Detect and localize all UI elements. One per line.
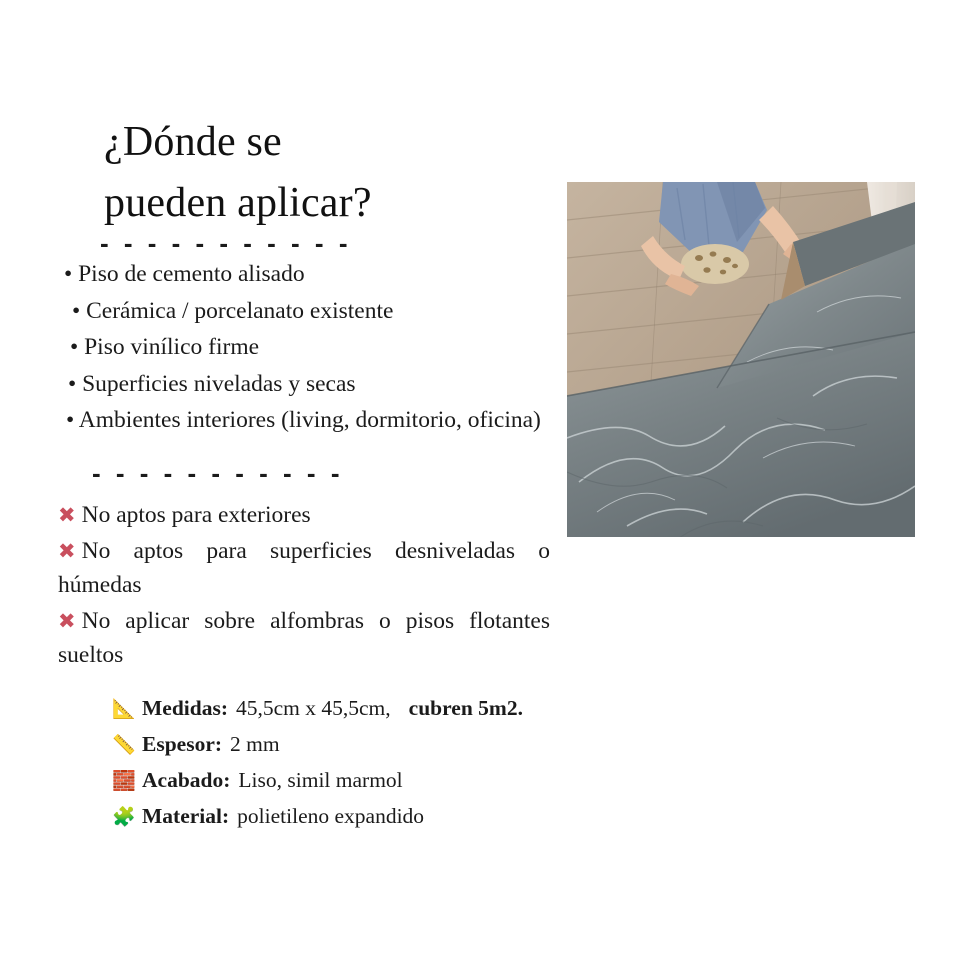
- product-photo: [567, 182, 915, 537]
- spec-extra: cubren 5m2.: [408, 696, 523, 720]
- list-item: • Cerámica / porcelanato existente: [72, 297, 394, 324]
- page-title: [104, 112, 564, 234]
- page-title-line-1: ¿Dónde se: [104, 119, 282, 165]
- cross-icon: ✖: [58, 503, 76, 527]
- list-item-label: No aplicar sobre alfombras o pisos flotantes sueltos: [58, 608, 550, 669]
- puzzle-piece-icon: 🧩: [112, 805, 136, 828]
- applicable-surfaces-list: [58, 258, 558, 441]
- list-item: [58, 534, 550, 602]
- not-applicable-list: [58, 498, 550, 672]
- list-item: [58, 604, 550, 672]
- spec-row: [112, 692, 672, 726]
- product-photo-illustration: [567, 182, 915, 537]
- spec-key: Medidas:: [142, 696, 228, 720]
- list-item: • Piso de cemento alisado: [64, 261, 305, 287]
- list-item: • Piso vinílico firme: [70, 334, 260, 361]
- spec-key: Espesor:: [142, 731, 223, 756]
- spec-value: polietileno expandido: [237, 803, 425, 828]
- list-item: • Superficies niveladas y secas: [68, 370, 356, 397]
- list-item-label: No aptos para exteriores: [81, 502, 311, 528]
- spec-row: [112, 728, 672, 762]
- divider-top: - - - - - - - - - - -: [100, 228, 352, 258]
- spec-row: [112, 764, 672, 798]
- list-item-label: No aptos para superficies desniveladas o húmedas: [58, 538, 550, 599]
- list-item: [58, 498, 550, 532]
- ruler-icon: 📏: [112, 733, 136, 756]
- spec-value: 45,5cm x 45,5cm,: [236, 696, 391, 720]
- spec-row: [112, 800, 672, 834]
- spec-key: Acabado:: [142, 767, 231, 792]
- product-specs: [112, 692, 672, 836]
- spec-value: 2 mm: [230, 731, 280, 756]
- brick-icon: 🧱: [112, 769, 136, 792]
- ruler-triangle-icon: 📐: [112, 698, 136, 720]
- spec-value: Liso, simil marmol: [238, 767, 403, 792]
- cross-icon: ✖: [58, 609, 76, 634]
- divider-middle: - - - - - - - - - - -: [92, 458, 344, 488]
- cross-icon: ✖: [58, 539, 76, 564]
- spec-key: Material:: [142, 803, 230, 828]
- list-item: • Ambientes interiores (living, dormitorio, oficina): [66, 407, 541, 434]
- page-title-line-2: pueden aplicar?: [104, 179, 372, 226]
